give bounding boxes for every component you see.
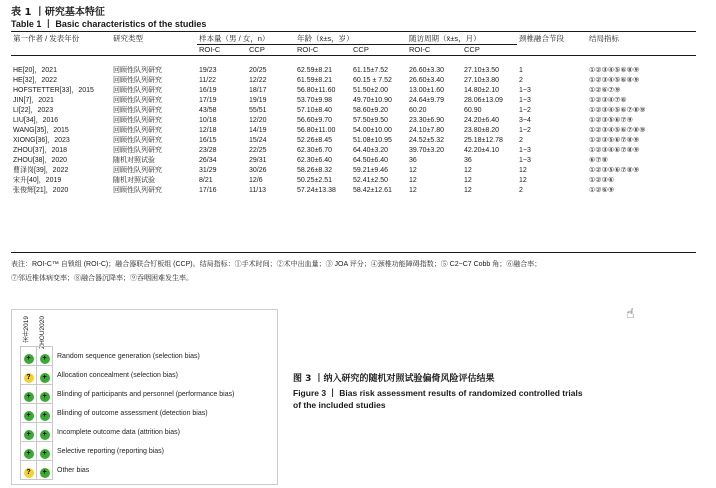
followup-ccp-cell: 27.10±3.50 <box>464 66 499 74</box>
followup-ccp-cell: 42.20±4.10 <box>464 146 499 154</box>
sample-roi-c-cell: 19/23 <box>199 66 217 74</box>
subheader-ccp: CCP <box>247 45 295 56</box>
author-cell: LI[22]，2023 <box>13 106 54 114</box>
age-ccp-cell: 57.50±9.50 <box>353 116 388 124</box>
outcomes-cell: ①②③④⑦⑥ <box>589 96 627 104</box>
table-top-rule <box>11 31 696 32</box>
sample-roi-c-cell: 23/28 <box>199 146 217 154</box>
studies-table <box>11 34 696 196</box>
age-roi-c-cell: 56.80±11.60 <box>297 86 336 94</box>
table-row <box>11 106 696 116</box>
low-risk-icon: + <box>24 411 34 421</box>
low-risk-icon: + <box>40 354 50 364</box>
sample-ccp-cell: 19/19 <box>249 96 267 104</box>
low-risk-icon: + <box>24 449 34 459</box>
sample-ccp-cell: 18/17 <box>249 86 267 94</box>
followup-ccp-cell: 27.10±3.80 <box>464 76 499 84</box>
header-author-year: 第一作者 / 发表年份 <box>13 34 80 44</box>
age-roi-c-cell: 57.10±8.40 <box>297 106 332 114</box>
table-row <box>11 86 696 96</box>
sample-ccp-cell: 20/25 <box>249 66 267 74</box>
followup-ccp-cell: 36 <box>464 156 472 164</box>
sample-roi-c-cell: 10/18 <box>199 116 217 124</box>
rob-row <box>21 442 235 461</box>
followup-roi-c-cell: 36 <box>409 156 417 164</box>
outcomes-cell: ①②③⑤⑥⑦⑨ <box>589 116 633 124</box>
age-roi-c-cell: 61.59±8.21 <box>297 76 332 84</box>
followup-roi-c-cell: 26.60±3.30 <box>409 66 444 74</box>
table-row <box>11 66 696 76</box>
sample-ccp-cell: 14/19 <box>249 126 267 134</box>
table-note-line-2: ⑦邻近椎体病变率；⑧融合器沉降率；⑨吞咽困难发生率。 <box>11 275 193 282</box>
outcomes-cell: ①②③④⑥⑦⑧⑨ <box>589 146 640 154</box>
rob-cell <box>37 423 53 442</box>
rob-cell <box>37 366 53 385</box>
table-row <box>11 116 696 126</box>
rob-cell <box>37 461 53 480</box>
rob-domain-label: Random sequence generation (selection bias) <box>57 352 200 360</box>
segments-cell: 1−3 <box>519 96 531 104</box>
sample-roi-c-cell: 16/15 <box>199 136 217 144</box>
study-type-cell: 回顾性队列研究 <box>113 116 162 124</box>
low-risk-icon: + <box>40 468 50 478</box>
study-type-cell: 回顾性队列研究 <box>113 146 162 154</box>
figure-caption-cn: 图 3 丨纳入研究的随机对照试验偏倚风险评估结果 <box>293 374 495 384</box>
rob-domain-label: Other bias <box>57 466 90 474</box>
sample-ccp-cell: 15/24 <box>249 136 267 144</box>
figure-caption-en-continued: of the included studies <box>293 400 386 410</box>
sample-ccp-cell: 12/6 <box>249 176 263 184</box>
sample-ccp-cell: 30/26 <box>249 166 267 174</box>
author-cell: ZHOU[37]，2018 <box>13 146 68 154</box>
author-cell: LIU[34]，2016 <box>13 116 59 124</box>
author-cell: HOFSTETTER[33]，2015 <box>13 86 94 94</box>
table-title-cn: 表 1 丨研究基本特征 <box>11 7 105 18</box>
table-bottom-rule <box>11 252 696 253</box>
rob-domain-label: Blinding of outcome assessment (detection bias) <box>57 409 208 417</box>
study-type-cell: 随机对照试验 <box>113 176 155 184</box>
rob-row <box>21 385 235 404</box>
age-ccp-cell: 52.41±2.50 <box>353 176 388 184</box>
subheader-roi-c: ROI-C <box>295 45 351 56</box>
sample-roi-c-cell: 12/18 <box>199 126 217 134</box>
table-note-line-1: 表注：ROI-C™ 自锁组 (ROI-C)；融合器联合钉板组 (CCP)。结局指标：①手术时间；②术中出血量；③ JOA 评分；④颈椎功能障碍指数；⑤ C2−C7 Cobb 角；⑥融合率； <box>11 261 542 268</box>
segments-cell: 1−2 <box>519 126 531 134</box>
sample-ccp-cell: 29/31 <box>249 156 267 164</box>
outcomes-cell: ①②③④⑤⑥⑧⑨ <box>589 76 640 84</box>
sample-ccp-cell: 12/20 <box>249 116 267 124</box>
table-row <box>11 156 696 166</box>
low-risk-icon: + <box>40 411 50 421</box>
age-ccp-cell: 64.40±3.20 <box>353 146 388 154</box>
table-title-en: Table 1 丨 Basic characteristics of the studies <box>11 19 207 29</box>
table-row <box>11 146 696 156</box>
age-roi-c-cell: 62.30±6.70 <box>297 146 332 154</box>
followup-roi-c-cell: 13.00±1.60 <box>409 86 444 94</box>
segments-cell: 1−3 <box>519 156 531 164</box>
age-ccp-cell: 59.21±9.46 <box>353 166 388 174</box>
followup-roi-c-cell: 12 <box>409 186 417 194</box>
author-cell: JIN[7]，2021 <box>13 96 54 104</box>
sample-ccp-cell: 12/22 <box>249 76 267 84</box>
segments-cell: 1−2 <box>519 106 531 114</box>
followup-roi-c-cell: 24.64±9.79 <box>409 96 444 104</box>
rob-row <box>21 404 235 423</box>
followup-roi-c-cell: 24.52±5.32 <box>409 136 444 144</box>
table-row <box>11 186 696 196</box>
followup-ccp-cell: 12 <box>464 176 472 184</box>
author-cell: WANG[35]，2015 <box>13 126 69 134</box>
followup-ccp-cell: 24.20±6.40 <box>464 116 499 124</box>
segments-cell: 1−3 <box>519 146 531 154</box>
table-row <box>11 96 696 106</box>
rob-domain-label: Selective reporting (reporting bias) <box>57 447 164 455</box>
age-ccp-cell: 49.70±10.90 <box>353 96 392 104</box>
sample-roi-c-cell: 16/19 <box>199 86 217 94</box>
age-ccp-cell: 51.08±10.95 <box>353 136 392 144</box>
subheader-ccp: CCP <box>462 45 517 56</box>
study-type-cell: 回顾性队列研究 <box>113 86 162 94</box>
rob-cell <box>37 404 53 423</box>
low-risk-icon: + <box>40 449 50 459</box>
sample-ccp-cell: 22/25 <box>249 146 267 154</box>
followup-roi-c-cell: 23.30±6.90 <box>409 116 444 124</box>
author-cell: 张俊辉[21]，2020 <box>13 186 69 194</box>
unclear-risk-icon: ? <box>24 373 34 383</box>
study-type-cell: 回顾性队列研究 <box>113 106 162 114</box>
subheader-ccp: CCP <box>351 45 407 56</box>
outcomes-cell: ①②③④⑤⑥⑦⑧⑨ <box>589 126 646 134</box>
header-outcomes: 结局指标 <box>589 34 620 44</box>
followup-ccp-cell: 14.80±2.10 <box>464 86 499 94</box>
age-roi-c-cell: 50.25±2.51 <box>297 176 332 184</box>
sample-roi-c-cell: 17/19 <box>199 96 217 104</box>
age-roi-c-cell: 57.24±13.38 <box>297 186 336 194</box>
age-ccp-cell: 60.15 ± 7.52 <box>353 76 392 84</box>
table-subheader-row <box>11 45 696 56</box>
rob-row <box>21 461 235 480</box>
rob-row <box>21 366 235 385</box>
rob-domain-label: Incomplete outcome data (attrition bias) <box>57 428 180 436</box>
followup-ccp-cell: 25.18±12.78 <box>464 136 503 144</box>
age-ccp-cell: 58.60±9.20 <box>353 106 388 114</box>
age-ccp-cell: 61.15±7.52 <box>353 66 388 74</box>
author-cell: HE[32]，2022 <box>13 76 57 84</box>
unclear-risk-icon: ? <box>24 468 34 478</box>
age-roi-c-cell: 53.70±9.98 <box>297 96 332 104</box>
rob-row <box>21 423 235 442</box>
sample-roi-c-cell: 11/22 <box>199 76 216 84</box>
followup-roi-c-cell: 60.20 <box>409 106 427 114</box>
followup-ccp-cell: 23.80±8.20 <box>464 126 499 134</box>
outcomes-cell: ①②③⑥ <box>589 176 615 184</box>
table-row <box>11 126 696 136</box>
rob-cell <box>21 404 37 423</box>
followup-ccp-cell: 28.06±13.09 <box>464 96 503 104</box>
table-body <box>11 66 696 196</box>
segments-cell: 12 <box>519 176 527 184</box>
header-followup: 随访周期（x̄±s，月） <box>407 34 517 45</box>
followup-roi-c-cell: 39.70±3.20 <box>409 146 444 154</box>
age-ccp-cell: 54.00±10.00 <box>353 126 392 134</box>
table-row <box>11 76 696 86</box>
age-roi-c-cell: 52.26±8.45 <box>297 136 332 144</box>
study-type-cell: 回顾性队列研究 <box>113 166 162 174</box>
rob-domain-label: Allocation concealment (selection bias) <box>57 371 179 379</box>
rob-cell <box>21 347 37 366</box>
segments-cell: 2 <box>519 136 523 144</box>
outcomes-cell: ①②③⑤⑥⑦⑧⑨ <box>589 166 640 174</box>
author-cell: HE[20]，2021 <box>13 66 57 74</box>
sample-ccp-cell: 11/13 <box>249 186 266 194</box>
age-roi-c-cell: 62.30±6.40 <box>297 156 332 164</box>
age-ccp-cell: 51.50±2.00 <box>353 86 388 94</box>
age-roi-c-cell: 58.26±8.32 <box>297 166 332 174</box>
outcomes-cell: ①②③④⑤⑥⑦⑧⑨ <box>589 106 646 114</box>
segments-cell: 1−3 <box>519 86 531 94</box>
outcomes-cell: ①②⑥⑨ <box>589 186 615 194</box>
rob-cell <box>37 385 53 404</box>
table-row <box>11 166 696 176</box>
sample-ccp-cell: 55/51 <box>249 106 267 114</box>
hand-cursor-icon: ☝ <box>626 306 635 322</box>
risk-of-bias-figure <box>11 309 278 485</box>
outcomes-cell: ①②⑥⑦⑨ <box>589 86 621 94</box>
followup-roi-c-cell: 24.10±7.80 <box>409 126 444 134</box>
followup-roi-c-cell: 26.60±3.40 <box>409 76 444 84</box>
age-ccp-cell: 64.50±6.40 <box>353 156 388 164</box>
rob-cell <box>21 385 37 404</box>
rob-cell <box>21 461 37 480</box>
segments-cell: 3−4 <box>519 116 531 124</box>
outcomes-cell: ⑥⑦⑧ <box>589 156 608 164</box>
study-type-cell: 回顾性队列研究 <box>113 186 162 194</box>
segments-cell: 2 <box>519 76 523 84</box>
low-risk-icon: + <box>24 430 34 440</box>
sample-roi-c-cell: 43/58 <box>199 106 217 114</box>
study-type-cell: 回顾性队列研究 <box>113 76 162 84</box>
followup-ccp-cell: 12 <box>464 166 472 174</box>
table-row <box>11 176 696 186</box>
low-risk-icon: + <box>40 430 50 440</box>
subheader-roi-c: ROI-C <box>197 45 247 56</box>
author-cell: ZHOU[38]，2020 <box>13 156 68 164</box>
sample-roi-c-cell: 26/34 <box>199 156 217 164</box>
age-ccp-cell: 58.42±12.61 <box>353 186 392 194</box>
rob-cell <box>21 423 37 442</box>
header-age: 年龄（x̄±s，岁） <box>295 34 407 45</box>
author-cell: XIONG[36]，2023 <box>13 136 70 144</box>
low-risk-icon: + <box>24 392 34 402</box>
author-cell: 曹泽岗[39]，2022 <box>13 166 69 174</box>
segments-cell: 2 <box>519 186 523 194</box>
table-header-row <box>11 34 696 45</box>
segments-cell: 12 <box>519 166 527 174</box>
sample-roi-c-cell: 17/16 <box>199 186 217 194</box>
rob-column-header: ZHOU2020 <box>39 316 46 349</box>
study-type-cell: 回顾性队列研究 <box>113 66 162 74</box>
age-roi-c-cell: 62.59±8.21 <box>297 66 332 74</box>
header-segments: 颈椎融合节段 <box>519 34 565 44</box>
rob-cell <box>21 442 37 461</box>
low-risk-icon: + <box>40 392 50 402</box>
rob-row <box>21 347 235 366</box>
header-sample: 样本量（男 / 女，n） <box>197 34 295 45</box>
rob-column-header: 宋升2019 <box>23 316 30 344</box>
rob-cell <box>37 347 53 366</box>
followup-ccp-cell: 60.90 <box>464 106 482 114</box>
figure-caption-en: Figure 3 丨 Bias risk assessment results of randomized controlled trials <box>293 388 583 398</box>
age-roi-c-cell: 56.60±9.70 <box>297 116 332 124</box>
outcomes-cell: ①②③⑤⑥⑦⑧⑨ <box>589 136 640 144</box>
followup-roi-c-cell: 12 <box>409 166 417 174</box>
table-row <box>11 136 696 146</box>
rob-domain-label: Blinding of participants and personnel (performance bias) <box>57 390 235 398</box>
study-type-cell: 随机对照试验 <box>113 156 155 164</box>
sample-roi-c-cell: 31/29 <box>199 166 217 174</box>
header-study-type: 研究类型 <box>113 34 143 44</box>
rob-grid <box>20 346 235 480</box>
rob-cell <box>21 366 37 385</box>
author-cell: 宋升[40]，2019 <box>13 176 62 184</box>
low-risk-icon: + <box>40 373 50 383</box>
segments-cell: 1 <box>519 66 523 74</box>
rob-cell <box>37 442 53 461</box>
study-type-cell: 回顾性队列研究 <box>113 136 162 144</box>
study-type-cell: 回顾性队列研究 <box>113 126 162 134</box>
low-risk-icon: + <box>24 354 34 364</box>
outcomes-cell: ①②③④⑤⑥⑧⑨ <box>589 66 640 74</box>
followup-roi-c-cell: 12 <box>409 176 417 184</box>
followup-ccp-cell: 12 <box>464 186 472 194</box>
subheader-roi-c: ROI-C <box>407 45 462 56</box>
sample-roi-c-cell: 8/21 <box>199 176 213 184</box>
age-roi-c-cell: 56.80±11.00 <box>297 126 336 134</box>
study-type-cell: 回顾性队列研究 <box>113 96 162 104</box>
